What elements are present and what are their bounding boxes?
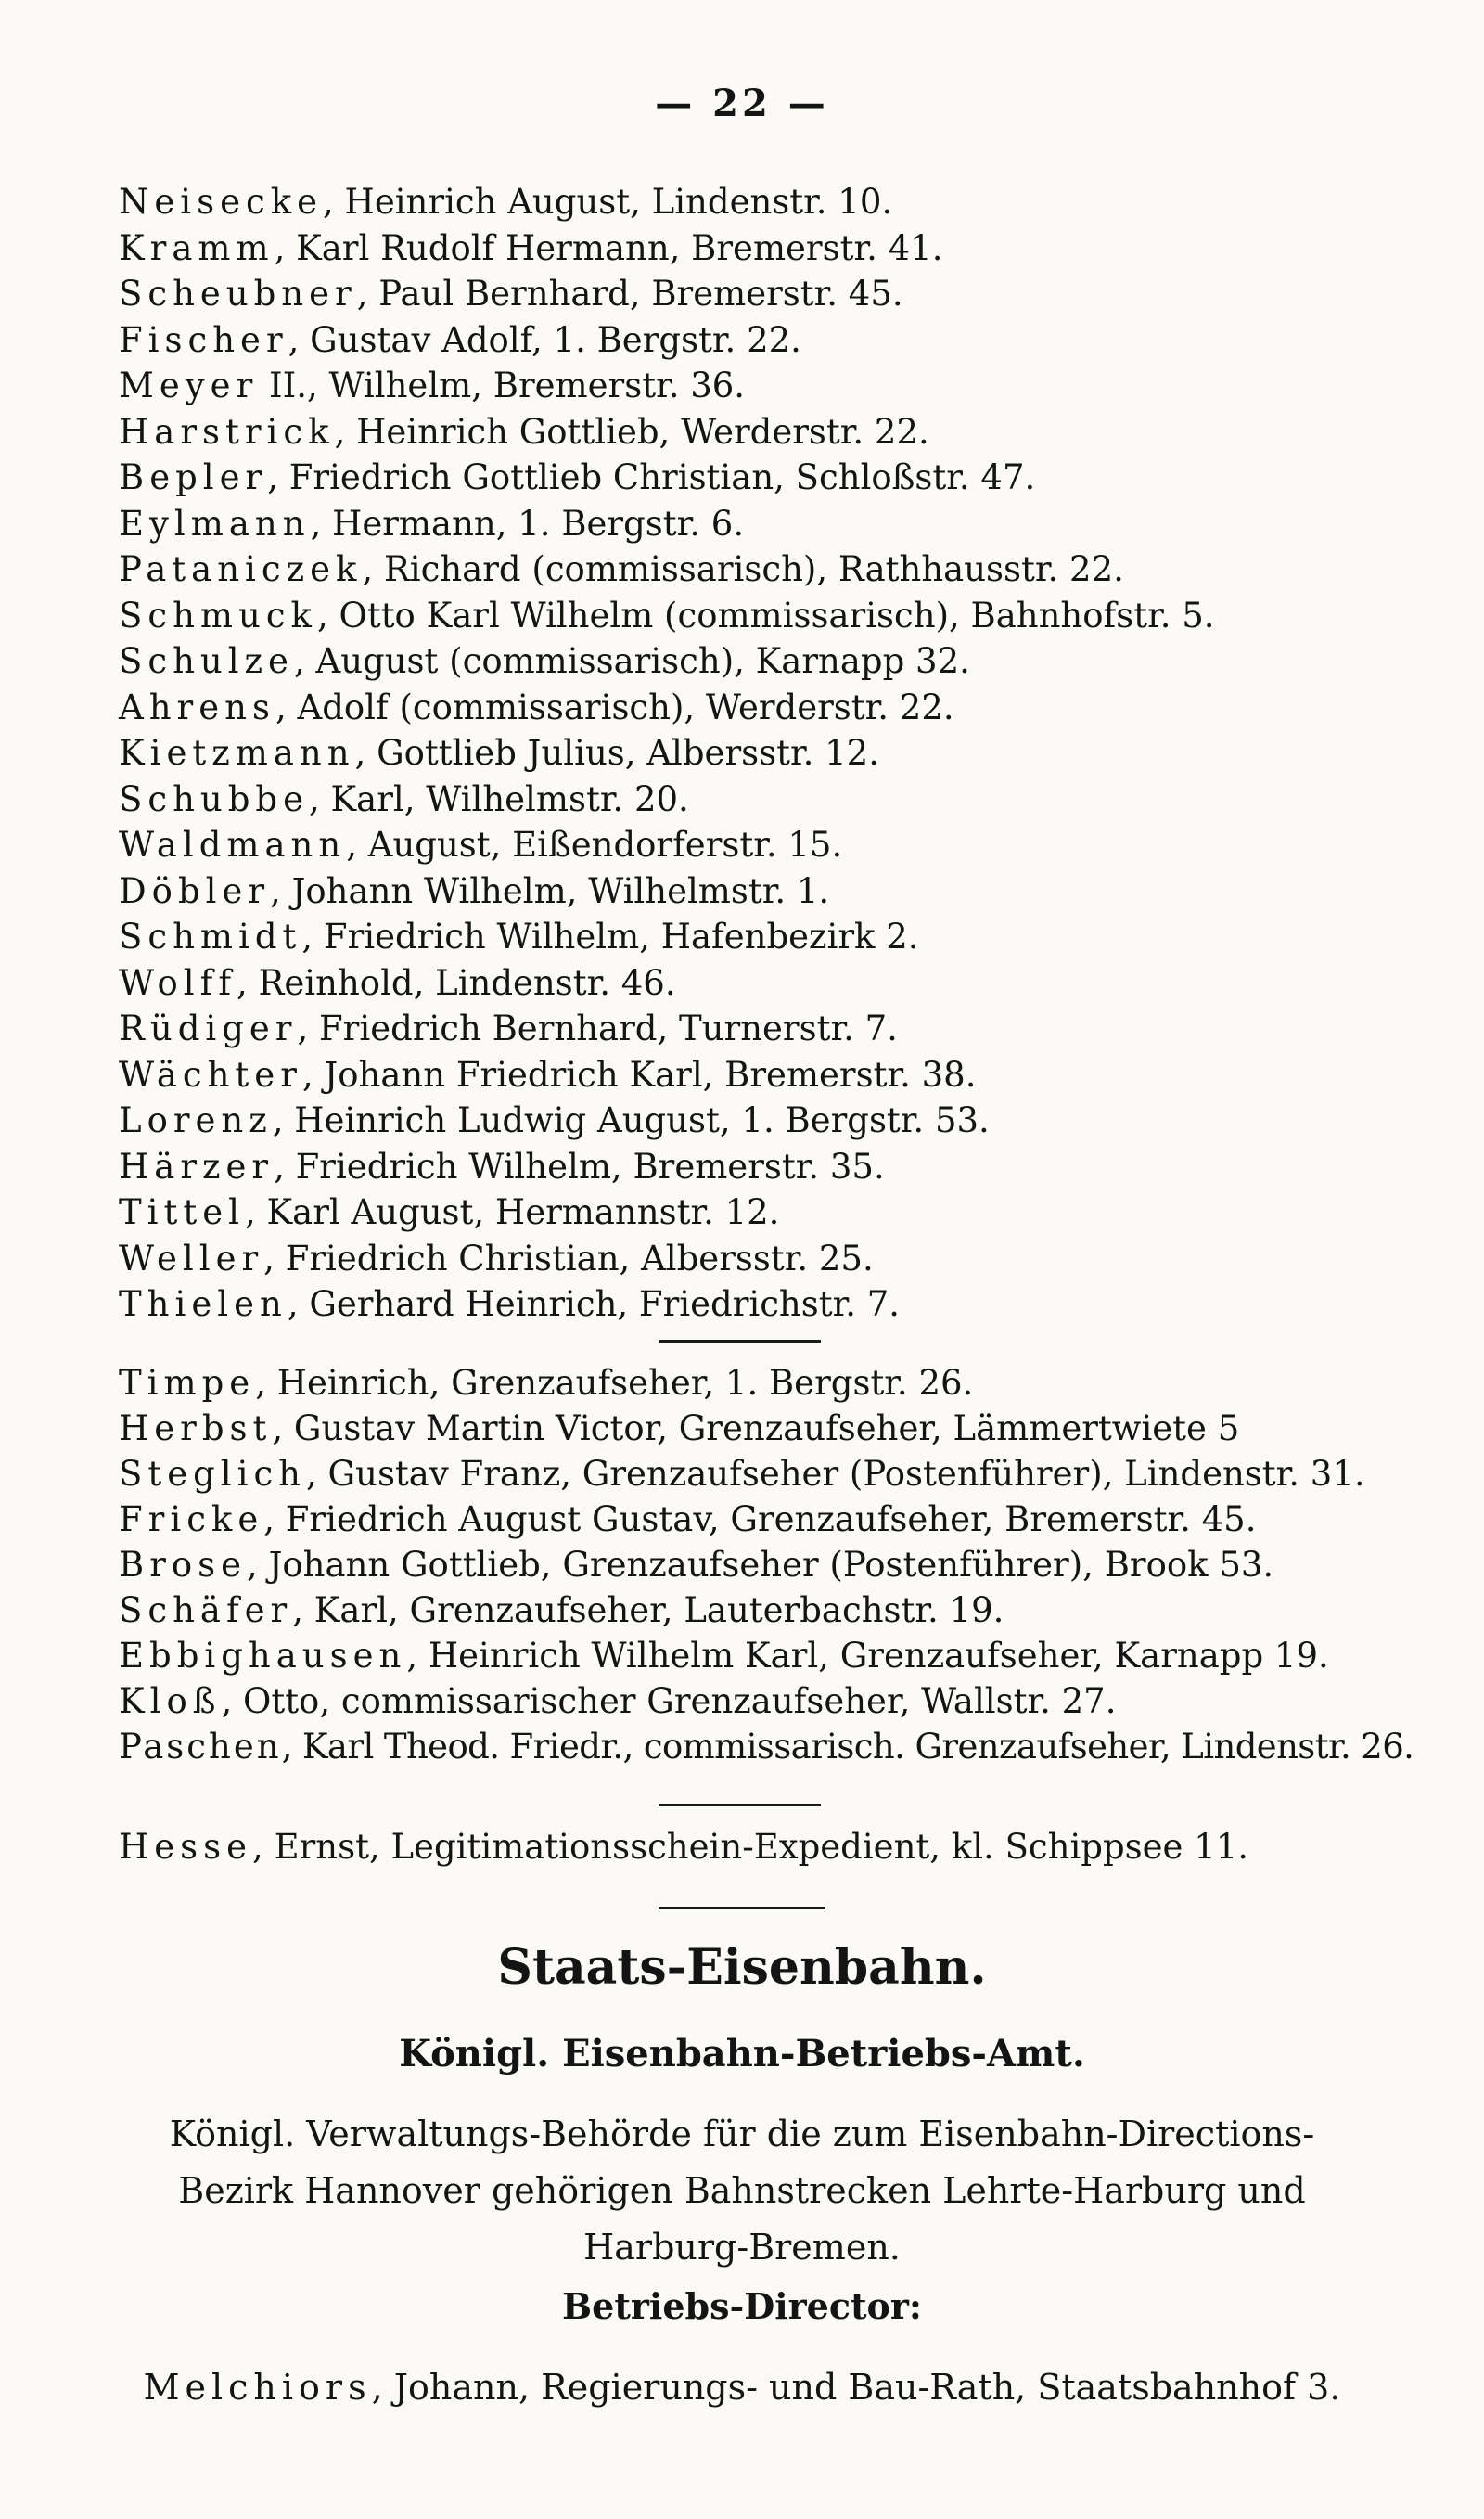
list-item — [119, 1360, 1436, 1406]
list-item — [119, 1098, 1436, 1144]
entry-name: Scheubner — [119, 274, 357, 314]
entry-name: Schmuck — [119, 595, 317, 636]
section-divider — [659, 1340, 821, 1343]
entry-name: Ebbighausen — [119, 1636, 407, 1676]
entry-details: , August (commissarisch), Karnapp 32. — [293, 641, 970, 681]
description-line: Bezirk Hannover gehörigen Bahnstrecken Lehrte-Harburg und — [178, 2170, 1306, 2211]
entry-details: , Johann Gottlieb, Grenzaufseher (Postenführer), Brook 53. — [247, 1545, 1274, 1585]
entry-name: Brose — [119, 1545, 248, 1585]
entry-details: , Heinrich, Grenzaufseher, 1. Bergstr. 26. — [255, 1363, 974, 1403]
entry-details: , Heinrich Wilhelm Karl, Grenzaufseher, Karnapp 19. — [406, 1636, 1329, 1676]
description-line: Harburg-Bremen. — [583, 2227, 901, 2268]
entry-details: , Friedrich Christian, Albersstr. 25. — [263, 1238, 874, 1279]
list-item — [119, 777, 1436, 823]
list-item — [119, 1497, 1436, 1542]
list-item — [119, 1633, 1436, 1678]
entry-name: Fricke — [119, 1499, 264, 1539]
entry-details: , Heinrich August, Lindenstr. 10. — [323, 182, 893, 222]
entry-name: Eylmann — [119, 503, 311, 544]
entry-name: Steglich — [119, 1454, 307, 1494]
office-title: Königl. Eisenbahn-Betriebs-Amt. — [399, 2032, 1085, 2076]
director-entry — [0, 2367, 1484, 2408]
entry-details: , Heinrich Ludwig August, 1. Bergstr. 53. — [272, 1100, 990, 1140]
entry-details: , August, Eißendorferstr. 15. — [346, 825, 843, 865]
list-item — [119, 960, 1436, 1007]
description-line: Königl. Verwaltungs-Behörde für die zum Eisenbahn-Directions- — [169, 2114, 1315, 2154]
list-item — [119, 501, 1436, 547]
entry-name: Wolff — [119, 962, 237, 1003]
entry-name: Rüdiger — [119, 1009, 298, 1048]
entry-details: , Otto Karl Wilhelm (commissarisch), Bahnhofstr. 5. — [316, 595, 1215, 636]
entry-details: II., Wilhelm, Bremerstr. 36. — [258, 366, 746, 405]
entry-details: , Reinhold, Lindenstr. 46. — [237, 962, 676, 1003]
entry-details: , Karl Rudolf Hermann, Bremerstr. 41. — [274, 227, 943, 268]
list-item — [119, 179, 1436, 225]
entry-details: , Gustav Martin Victor, Grenzaufseher, Lämmertwiete 5 — [272, 1408, 1240, 1448]
list-item — [119, 1451, 1436, 1497]
entry-details: , Karl August, Hermannstr. 12. — [244, 1192, 780, 1232]
entry-details: , Heinrich Gottlieb, Werderstr. 22. — [334, 411, 929, 452]
entry-name: Wächter — [119, 1054, 302, 1095]
list-item — [119, 1006, 1436, 1052]
entry-details: , Ernst, Legitimationsschein-Expedient, kl. Schippsee 11. — [252, 1827, 1249, 1867]
entry-name: Kietzmann — [119, 733, 355, 773]
entry-details: , Gustav Franz, Grenzaufseher (Postenführer), Lindenstr. 31. — [306, 1454, 1365, 1494]
entry-details: , Gottlieb Julius, Albersstr. 12. — [354, 733, 879, 773]
entry-details: , Richard (commissarisch), Rathhausstr. 22. — [362, 549, 1124, 589]
residents-list — [119, 179, 1436, 1328]
expedient-entry — [119, 1824, 1436, 1870]
list-item — [119, 1189, 1436, 1236]
entry-details: , Gerhard Heinrich, Friedrichstr. 7. — [287, 1284, 901, 1324]
entry-name: Kloß — [119, 1681, 222, 1721]
list-item — [119, 1542, 1436, 1587]
entry-name: Schäfer — [119, 1590, 293, 1630]
entry-name: Schmidt — [119, 917, 302, 957]
entry-details: , Friedrich Bernhard, Turnerstr. 7. — [297, 1009, 898, 1048]
list-item — [119, 1236, 1436, 1282]
entry-name: Ahrens — [119, 687, 275, 727]
entry-name: Lorenz — [119, 1100, 273, 1140]
entry-name: Härzer — [119, 1146, 275, 1187]
list-item — [119, 271, 1436, 317]
office-description — [0, 2106, 1484, 2276]
list-item — [119, 685, 1436, 731]
director-heading: Betriebs-Director: — [562, 2285, 922, 2327]
entry-name: Hesse — [119, 1827, 253, 1867]
entry-name: Meyer — [119, 366, 259, 405]
page-number: — 22 — — [655, 82, 829, 125]
entry-name: Bepler — [119, 457, 268, 497]
entry-details: , Johann Friedrich Karl, Bremerstr. 38. — [301, 1054, 977, 1095]
list-item — [119, 317, 1436, 364]
entry-name: Thielen — [119, 1284, 288, 1324]
entry-details: , Johann, Regierungs- und Bau-Rath, Staatsbahnhof 3. — [371, 2367, 1341, 2408]
list-item — [119, 730, 1436, 777]
entry-details: , Johann Wilhelm, Wilhelmstr. 1. — [270, 870, 830, 911]
entry-name: Pataniczek — [119, 549, 363, 589]
list-item — [119, 1678, 1436, 1724]
entry-details: , Karl, Wilhelmstr. 20. — [309, 778, 689, 819]
entry-name: Waldmann — [119, 825, 347, 865]
entry-name: Paschen — [119, 1727, 282, 1767]
list-item — [119, 914, 1436, 960]
entry-name: Döbler — [119, 870, 271, 911]
entry-name: Timpe — [119, 1363, 256, 1403]
entry-name: Kramm — [119, 227, 275, 268]
list-item — [119, 409, 1436, 456]
list-item — [119, 868, 1436, 915]
entry-details: , Friedrich Wilhelm, Hafenbezirk 2. — [301, 917, 919, 957]
list-item — [119, 546, 1436, 593]
entry-name: Schubbe — [119, 778, 309, 819]
list-item — [119, 1724, 1436, 1769]
section-title: Staats-Eisenbahn. — [497, 1939, 987, 1996]
entry-name: Herbst — [119, 1408, 273, 1448]
list-item — [119, 363, 1436, 409]
list-item — [119, 593, 1436, 639]
entry-details: , Otto, commissarischer Grenzaufseher, Wallstr. 27. — [221, 1681, 1117, 1721]
entry-name: Fischer — [119, 319, 288, 360]
list-item — [119, 225, 1436, 272]
list-item — [119, 1406, 1436, 1451]
entry-details: , Hermann, 1. Bergstr. 6. — [310, 503, 745, 544]
entry-name: Neisecke — [119, 182, 324, 222]
list-item — [119, 822, 1436, 868]
list-item — [119, 455, 1436, 501]
list-item — [119, 1144, 1436, 1190]
entry-name: Harstrick — [119, 411, 335, 452]
entry-details: , Friedrich August Gustav, Grenzaufseher, Bremerstr. 45. — [263, 1499, 1257, 1539]
entry-details: , Friedrich Gottlieb Christian, Schloßstr. 47. — [267, 457, 1036, 497]
list-item — [119, 638, 1436, 685]
section-divider — [659, 1907, 825, 1909]
entry-name: Melchiors — [143, 2367, 372, 2408]
entry-details: , Gustav Adolf, 1. Bergstr. 22. — [288, 319, 801, 360]
list-item — [119, 1587, 1436, 1633]
entry-name: Schulze — [119, 641, 294, 681]
list-item — [119, 1281, 1436, 1328]
entry-details: , Karl Theod. Friedr., commissarisch. Grenzaufseher, Lindenstr. 26. — [281, 1727, 1414, 1767]
entry-name: Tittel — [119, 1192, 245, 1232]
section-divider — [659, 1804, 821, 1806]
border-guards-list — [119, 1360, 1436, 1769]
entry-details: , Paul Bernhard, Bremerstr. 45. — [356, 274, 903, 314]
list-item — [119, 1052, 1436, 1099]
list-item — [119, 1824, 1436, 1870]
entry-details: , Karl, Grenzaufseher, Lauterbachstr. 19. — [292, 1590, 1004, 1630]
entry-details: , Friedrich Wilhelm, Bremerstr. 35. — [274, 1146, 885, 1187]
entry-details: , Adolf (commissarisch), Werderstr. 22. — [275, 687, 954, 727]
entry-name: Weller — [119, 1238, 264, 1279]
